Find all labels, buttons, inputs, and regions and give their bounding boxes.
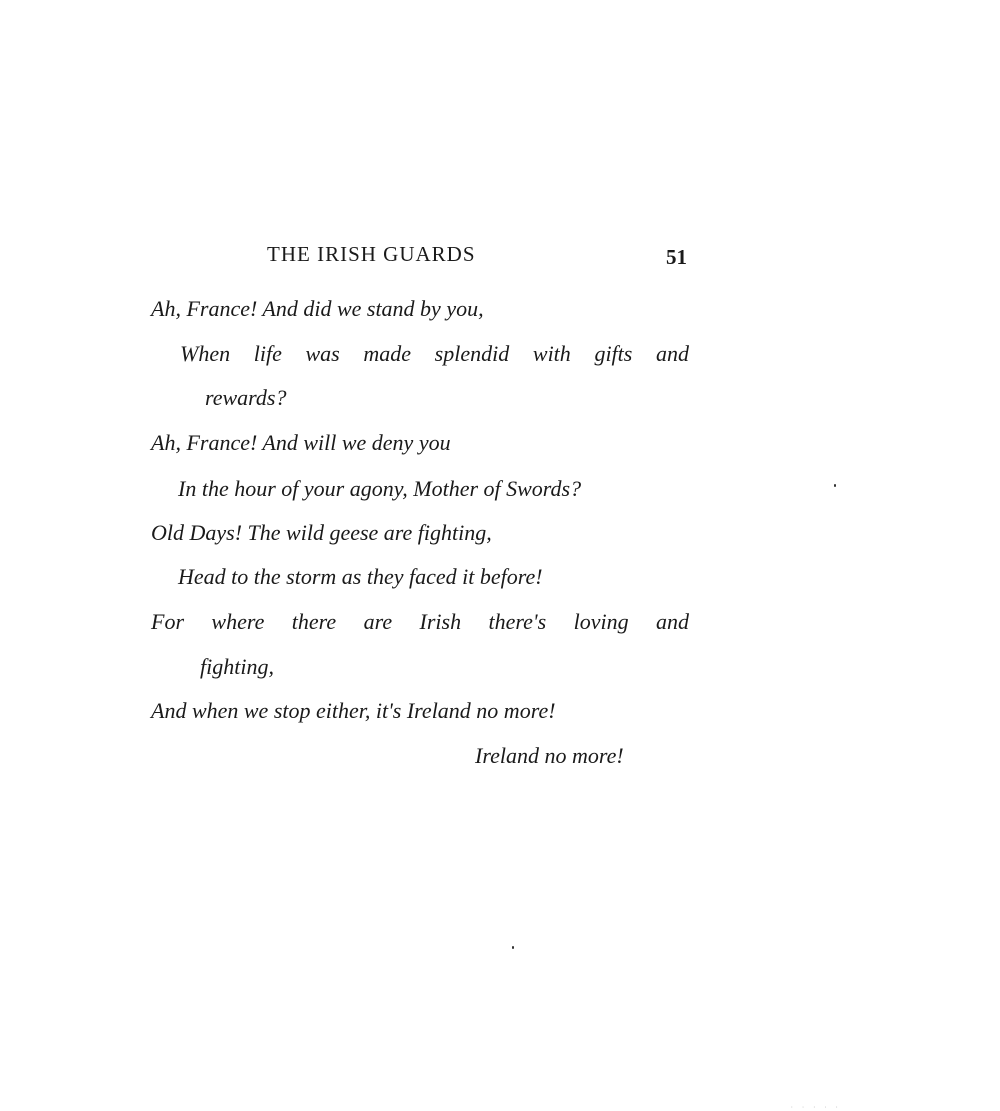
poem-line: Ah, France! And did we stand by you, <box>151 296 484 321</box>
poem-line: fighting, <box>200 654 274 679</box>
poem-line: Old Days! The wild geese are fighting, <box>151 520 492 545</box>
poem-line: For where there are Irish there's loving and <box>151 609 689 634</box>
page-number: 51 <box>666 245 687 269</box>
poem-line: rewards? <box>205 385 287 410</box>
poem-line: In the hour of your agony, Mother of Swords? <box>178 476 582 501</box>
poem-line: Ireland no more! <box>475 743 624 768</box>
running-head-title: THE IRISH GUARDS <box>267 242 476 266</box>
poem-line: Head to the storm as they faced it before! <box>178 564 543 589</box>
scan-speck <box>834 484 836 487</box>
poem-line: And when we stop either, it's Ireland no more! <box>151 698 556 723</box>
poem-line: When life was made splendid with gifts and <box>180 341 689 366</box>
scan-noise: · · · · · <box>790 1104 841 1111</box>
scan-speck <box>512 946 514 949</box>
poem-line: Ah, France! And will we deny you <box>151 430 451 455</box>
